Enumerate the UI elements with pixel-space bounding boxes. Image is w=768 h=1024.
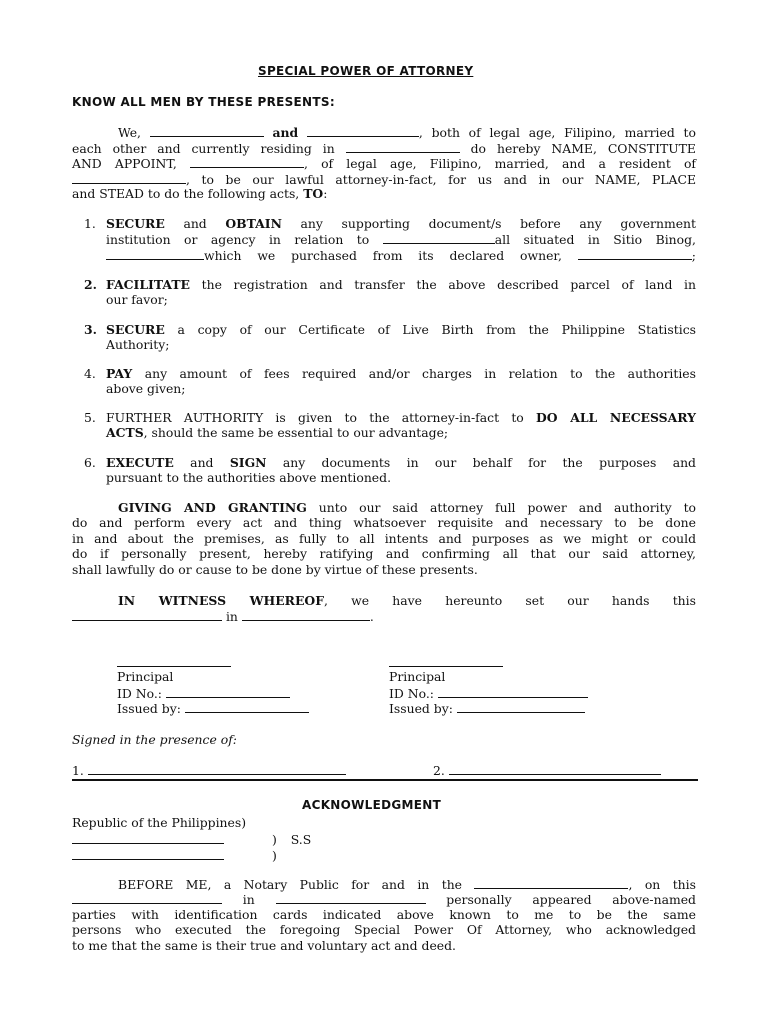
- blank-place[interactable]: [242, 608, 370, 621]
- giving-line-1: GIVING AND GRANTING unto our said attorney full power and authority to: [118, 500, 697, 515]
- blank-purchase[interactable]: [106, 247, 204, 260]
- ack-line-4: persons who executed the foregoing Special Power Of Attorney, who acknowledged: [72, 922, 696, 937]
- principal-2-id: ID No.:: [389, 685, 588, 701]
- giving-line-4: do if personally present, hereby ratifying and confirming all that our said attorney,: [72, 546, 696, 561]
- blank-declared-owner[interactable]: [578, 247, 692, 260]
- principal-2-label: Principal: [389, 669, 446, 684]
- giving-line-5: shall lawfully do or cause to be done by virtue of these presents.: [72, 562, 478, 577]
- ack-line-3: parties with identification cards indicated above known to me to be the same: [72, 907, 696, 922]
- intro-line-5: and STEAD to do the following acts, TO:: [72, 186, 328, 201]
- intro-line-4: , to be our lawful attorney-in-fact, for us and in our NAME, PLACE: [72, 171, 696, 187]
- intro-line-1: We, and , both of legal age, Filipino, married to: [118, 125, 696, 140]
- document-page: SPECIAL POWER OF ATTORNEY KNOW ALL MEN BY THESE PRESENTS: We, and , both of legal age, Filipino, married to each other and currently residing in do hereby NAME, CONSTITUTE AND APPOINT, , of legal age, Filipino, married, and a resident of , to be our lawful attorney-in-fact, for us and in our NAME, PLACE and STEAD to do the following acts, TO: 1. SECURE and OBTAIN any supporting document/s before any government institution or agency in relation to all situated in Sitio Binog, which we purchased from its declared owner, ; 2. FACILITATE the registration and transfer the above described parcel of land in our favor; 3. SECURE a copy of our Certificate of Live Birth from the Philippine Statistics Authority; 4. PAY any amount of fees required and/or charges in relation to the authorities above given; 5. FURTHER AUTHORITY is given to the attorney-in-fact to DO ALL NECESSARY ACTS, should the same be essential to our advantage; 6. EXECUTE and SIGN any documents in our behalf for the purposes and pursuant to the authorities above mentioned. GIVING AND GRANTING unto our said attorney full power and authority to do and perform every act and thing whatsoever requisite and necessary to be done in and about the premises, as fully to all intents and purposes as we might or could do if personally present, hereby ratifying and confirming all that our said attorney, shall lawfully do or cause to be done by virtue of these presents. IN WITNESS WHEREOF, we have hereunto set our hands this in . Principal ID No.: Issued by: Principal ID No.: Issued by: Signed in the presence of: 1. 2. ACKNOWLEDGMENT Republic of the Philippines) ) S.S ) BEFORE ME, a Notary Public for and in the , on this in personally appeared above-named parties with identification cards indicated above known to me to be the same persons who executed the foregoing Special Power Of Attorney, who acknowledged to me that the same is their true and voluntary act and deed.: [72, 64, 697, 953]
- witness-line-1: IN WITNESS WHEREOF, we have hereunto set our hands this: [118, 593, 696, 608]
- principal-1-id: ID No.:: [117, 685, 290, 701]
- principal-1-id-field[interactable]: [166, 685, 290, 698]
- principal-1-label: Principal: [117, 669, 174, 684]
- venue-province-field[interactable]: [72, 847, 224, 860]
- witness-2-field[interactable]: [449, 762, 661, 775]
- ack-line-2: in personally appeared above-named: [72, 891, 696, 907]
- principal-2-id-field[interactable]: [438, 685, 588, 698]
- witness-2: 2.: [433, 762, 661, 778]
- venue-republic: Republic of the Philippines): [72, 815, 247, 830]
- intro-line-3: AND APPOINT, , of legal age, Filipino, married, and a resident of: [72, 156, 697, 171]
- blank-relation[interactable]: [383, 231, 495, 244]
- principal-1-issued-field[interactable]: [185, 700, 309, 713]
- presence-label: Signed in the presence of:: [72, 732, 237, 747]
- principal-1-signature-line[interactable]: [117, 666, 231, 667]
- witness-line-2: in .: [72, 608, 374, 624]
- principal-2-issued: Issued by:: [389, 700, 585, 716]
- ack-place-field[interactable]: [276, 891, 426, 904]
- section-divider: [72, 779, 698, 781]
- witness-1-field[interactable]: [88, 762, 346, 775]
- ack-city-field[interactable]: [474, 876, 628, 889]
- venue-line-2: ) S.S: [72, 831, 311, 847]
- document-title: SPECIAL POWER OF ATTORNEY: [258, 64, 474, 78]
- intro-line-2: each other and currently residing in do hereby NAME, CONSTITUTE: [72, 141, 696, 156]
- blank-date[interactable]: [72, 608, 222, 621]
- blank-attorney-name[interactable]: [190, 155, 304, 168]
- ack-date-field[interactable]: [72, 891, 222, 904]
- opening-heading: KNOW ALL MEN BY THESE PRESENTS:: [72, 95, 335, 109]
- principal-1-issued: Issued by:: [117, 700, 309, 716]
- blank-principal-1[interactable]: [150, 124, 264, 137]
- ack-line-5: to me that the same is their true and voluntary act and deed.: [72, 938, 456, 953]
- principal-2-signature-line[interactable]: [389, 666, 503, 667]
- venue-city-field[interactable]: [72, 831, 224, 844]
- acknowledgment-title: ACKNOWLEDGMENT: [302, 798, 442, 812]
- principal-2-issued-field[interactable]: [457, 700, 585, 713]
- blank-principal-2[interactable]: [307, 124, 419, 137]
- ack-line-1: BEFORE ME, a Notary Public for and in the , on this: [118, 877, 696, 892]
- witness-1: 1.: [72, 762, 346, 778]
- giving-line-3: in and about the premises, as fully to all intents and purposes as we might or could: [72, 531, 696, 546]
- blank-residence[interactable]: [346, 140, 460, 153]
- blank-attorney-residence[interactable]: [72, 171, 186, 184]
- giving-line-2: do and perform every act and thing whatsoever requisite and necessary to be done: [72, 515, 696, 530]
- venue-line-3: ): [72, 847, 277, 863]
